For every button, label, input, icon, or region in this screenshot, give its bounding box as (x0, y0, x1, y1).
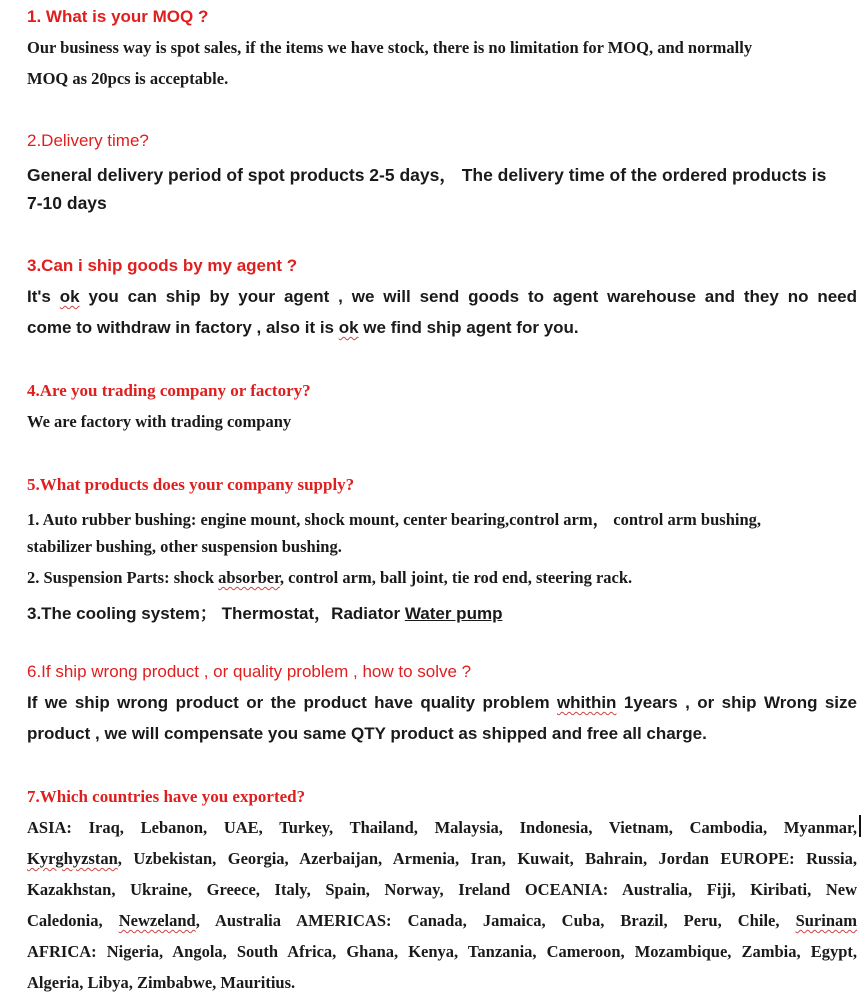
faq-answer-products-item-2 (27, 568, 632, 588)
faq-question-products: 5.What products does your company supply? (27, 475, 355, 494)
faq-answer-company-type: We are factory with trading company (27, 412, 292, 431)
faq-question-moq: 1. What is your MOQ ? (27, 7, 209, 26)
faq-answer-products-item-3 (27, 599, 502, 624)
spell-flag: ok (59, 287, 80, 306)
faq-answer-countries-line-3: Kazakhstan, Ukraine, Greece, Italy, Spain, Norway, Ireland OCEANIA: Australia, Fiji, Kiribati, New (27, 880, 857, 899)
spell-flag: whithin (556, 693, 617, 712)
text-segment: 1years , or ship Wrong size (616, 693, 857, 712)
spell-flag: absorber (218, 568, 280, 587)
faq-answer-agent-line-2 (27, 318, 579, 338)
faq-answer-products-item-1-line-1: 1. Auto rubber bushing: engine mount, shock mount, center bearing,control arm， control arm bushing, (27, 510, 762, 529)
faq-answer-countries-line-4 (27, 911, 857, 931)
text-segment: , Uzbekistan, Georgia, Azerbaijan, Armenia, Iran, Kuwait, Bahrain, Jordan EUROPE: Russia, (117, 849, 857, 868)
text-segment: , control arm, ball joint, tie rod end, steering rack. (279, 568, 633, 587)
text-segment: you can ship by your agent , we will send goods to agent warehouse and they no need (79, 287, 858, 306)
faq-answer-countries-line-6: Algeria, Libya, Zimbabwe, Mauritius. (27, 973, 296, 992)
spell-flag: Kyrghyzstan (27, 849, 118, 868)
faq-question-countries: 7.Which countries have you exported? (27, 787, 306, 806)
faq-answer-countries-line-1: ASIA: Iraq, Lebanon, UAE, Turkey, Thailand, Malaysia, Indonesia, Vietnam, Cambodia, Myanmar, (27, 818, 857, 837)
text-segment: 3.The cooling system； Thermostat，Radiator (27, 604, 405, 623)
faq-question-delivery: 2.Delivery time? (27, 131, 149, 150)
text-segment: Caledonia, (27, 911, 119, 930)
faq-answer-agent-line-1 (27, 287, 857, 307)
faq-answer-products-item-1-line-2: stabilizer bushing, other suspension bushing. (27, 537, 342, 556)
faq-answer-countries-line-2 (27, 849, 857, 869)
faq-question-agent: 3.Can i ship goods by my agent ? (27, 256, 298, 275)
spell-flag: ok (338, 318, 359, 337)
faq-question-company-type: 4.Are you trading company or factory? (27, 381, 311, 400)
spell-flag: Newzeland (118, 911, 196, 930)
faq-answer-wrong-product-line-1 (27, 693, 857, 713)
faq-answer-moq-line-2: MOQ as 20pcs is acceptable. (27, 69, 229, 88)
text-segment: , Australia AMERICAS: Canada, Jamaica, Cuba, Brazil, Peru, Chile, (195, 911, 796, 930)
text-cursor (859, 815, 861, 837)
text-segment: come to withdraw in factory , also it is (27, 318, 339, 337)
water-pump-link[interactable]: Water pump (404, 604, 503, 623)
text-segment: we find ship agent for you. (358, 318, 579, 337)
faq-answer-countries-line-5: AFRICA: Nigeria, Angola, South Africa, Ghana, Kenya, Tanzania, Cameroon, Mozambique, Zambia, Egypt, (27, 942, 857, 961)
faq-answer-delivery-line-1: General delivery period of spot products 2-5 days， The delivery time of the ordered products is (27, 165, 827, 185)
faq-answer-delivery-line-2: 7-10 days (27, 193, 107, 213)
text-segment: If we ship wrong product or the product have quality problem (27, 693, 557, 712)
text-segment: It's (27, 287, 60, 306)
faq-answer-wrong-product-line-2: product , we will compensate you same QTY product as shipped and free all charge. (27, 724, 707, 743)
spell-flag: Surinam (795, 911, 857, 930)
faq-question-wrong-product: 6.If ship wrong product , or quality problem , how to solve ? (27, 662, 472, 681)
text-segment: 2. Suspension Parts: shock (27, 568, 219, 587)
faq-answer-moq-line-1: Our business way is spot sales, if the items we have stock, there is no limitation for MOQ, and normally (27, 38, 753, 57)
